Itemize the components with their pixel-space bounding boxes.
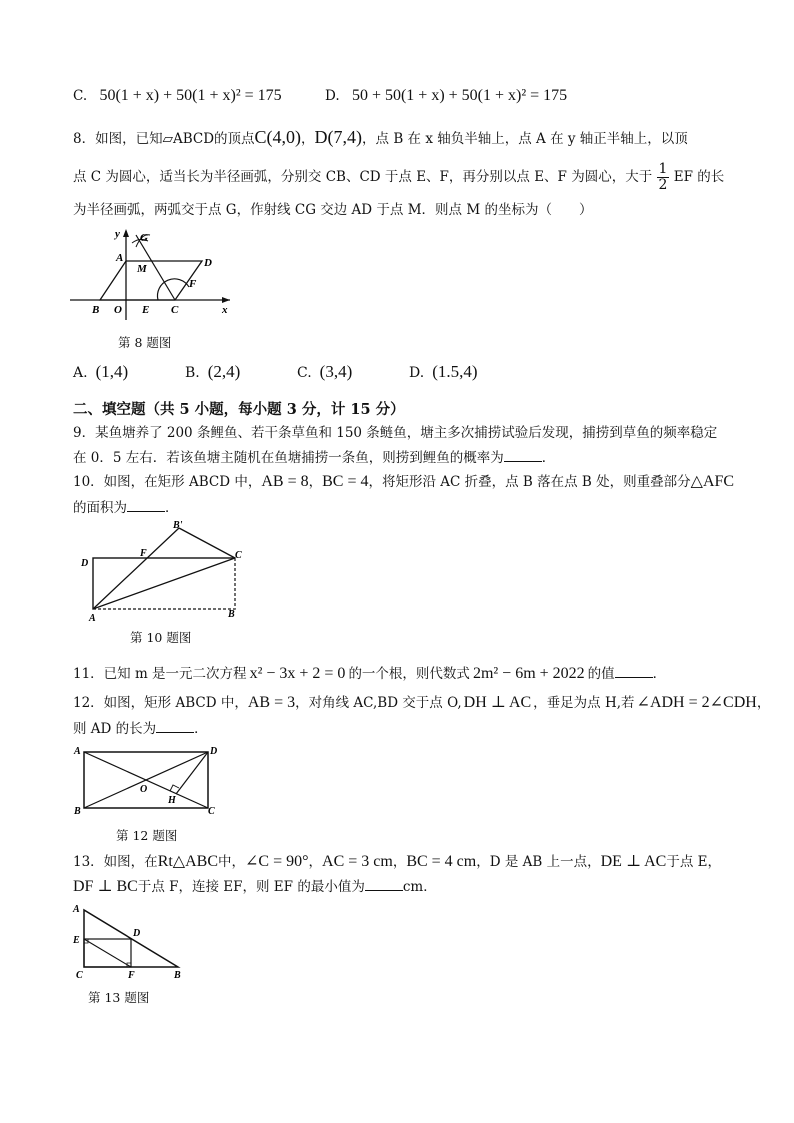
q8-option-a-value: (1,4): [95, 362, 129, 381]
q12-label-o: O: [140, 784, 148, 795]
q13-label-d: D: [133, 928, 141, 939]
q13-sep: ，: [308, 854, 323, 870]
q8-y-arrow: [123, 229, 129, 237]
q11-text: 的值: [587, 666, 615, 682]
q8-frac-den: 2: [658, 177, 668, 193]
q10-text: ，将矩形沿 AC 折叠，点 B 落在点 B 处，则重叠部分: [368, 474, 691, 490]
q13-text: ，D 是 AB 上一点，: [476, 854, 601, 870]
q8-option-b-value: (2,4): [207, 362, 241, 381]
q8-label-m: M: [137, 263, 147, 275]
q8-caption: 第 8 题图: [118, 335, 172, 350]
q7-option-c-label: C.: [73, 88, 88, 104]
q12-text: ，: [756, 695, 771, 711]
q8-text: 点 C 为圆心，适当长为半径画弧，分别交 CB、CD 于点 E、F，再分别以点 E、F 为圆心，大于: [73, 169, 653, 185]
q11-expression: 2m² − 6m + 2022: [472, 665, 585, 682]
q12-label-b: B: [74, 806, 81, 817]
q9-text: 9．某鱼塘养了 200 条鲤鱼、若干条草鱼和 150 条鲢鱼，塘主多次捕捞试验后发现，捕捞到草鱼的频率稳定: [73, 425, 718, 441]
q13-text: 于点 E，: [666, 854, 721, 870]
q10-ab-prime: [93, 528, 179, 609]
q8-figure: [70, 225, 240, 325]
q8-text: 为半径画弧，两弧交于点 G，作射线 CG 交边 AD 于点 M．则点 M 的坐标为（ ）: [73, 202, 593, 218]
q10-triangle: △AFC: [690, 473, 735, 490]
q8-option-b-label: B.: [185, 365, 200, 381]
q10-ab: AB = 8: [261, 473, 309, 490]
q8-option-a-label: A.: [73, 365, 88, 381]
q9-line-2: [73, 447, 555, 468]
q8-sep: ，: [301, 131, 315, 147]
q13-line-1: [73, 852, 721, 872]
q8-label-f: F: [189, 278, 197, 290]
q8-option-d-label: D.: [409, 365, 425, 381]
q8-option-c: [297, 362, 352, 382]
q13-rt-triangle: Rt△ABC: [157, 853, 219, 870]
q12-caption: 第 12 题图: [116, 828, 178, 843]
q11-line: [73, 663, 666, 684]
q13-label-a: A: [73, 904, 80, 915]
q9-text: 在 0．5 左右．若该鱼塘主随机在鱼塘捕捞一条鱼，则捞到鲤鱼的概率为: [73, 450, 504, 466]
q8-parallelogram: [100, 261, 202, 300]
q13-angle: ∠C = 90°: [245, 853, 309, 870]
q8-x-arrow: [222, 297, 230, 303]
q13-label-c: C: [76, 970, 83, 981]
q8-line-3: [73, 200, 592, 220]
q10-text: 10．如图，在矩形 ABCD 中，: [73, 474, 262, 490]
q11-text: 的一个根，则代数式: [348, 666, 470, 682]
q13-text: 于点 F，连接 EF，则 EF 的最小值为: [137, 879, 365, 895]
q8-label-c: C: [171, 304, 179, 316]
q10-label-c: C: [235, 550, 242, 561]
q12-ab: AB = 3: [247, 694, 296, 711]
q8-label-a: A: [116, 252, 124, 264]
q11-end: ．: [652, 666, 667, 682]
q8-label-o: O: [114, 304, 122, 316]
q8-label-x: x: [222, 304, 228, 316]
q12-figure: [72, 742, 232, 820]
q12-dh: DH ⊥ AC: [463, 694, 532, 711]
q13-label-e: E: [73, 935, 80, 946]
q13-figure: [70, 902, 190, 982]
q8-option-b: [185, 362, 240, 382]
q10-diagonal-ac: [93, 558, 235, 609]
q7-option-c-expr: 50(1 + x) + 50(1 + x)² = 175: [99, 87, 282, 104]
q12-text: ，对角线 AC,BD 交于点 O,: [295, 695, 462, 711]
q13-bc: BC = 4 cm: [406, 853, 477, 870]
q12-dh: [176, 752, 208, 794]
q10-label-a: A: [89, 613, 96, 624]
q13-ef: [84, 939, 131, 967]
q12-angle: ∠ADH = 2∠CDH: [636, 694, 757, 711]
q9-line-1: [73, 423, 717, 443]
q12-label-a: A: [74, 746, 81, 757]
q7-option-c: [73, 86, 282, 106]
q12-right-angle: [170, 785, 179, 791]
q8-text: 8．如图，已知▱ABCD的顶点: [73, 131, 255, 147]
section-heading: 二、填空题（共 5 小题，每小题 3 分，计 15 分）: [73, 401, 405, 418]
q10-caption: 第 10 题图: [130, 630, 192, 645]
q8-frac-num: 1: [658, 161, 668, 177]
q12-text: ，垂足为点 H,若: [533, 695, 635, 711]
q10-label-d: D: [81, 558, 89, 569]
q11-text: 11．已知 m 是一元二次方程: [73, 666, 247, 682]
q10-text: 的面积为: [73, 500, 127, 516]
q12-label-h: H: [168, 795, 176, 806]
q13-label-f: F: [128, 970, 135, 981]
q10-label-f: F: [140, 548, 147, 559]
q12-answer-blank[interactable]: [156, 718, 194, 733]
q8-text: EF 的长: [673, 169, 725, 185]
q12-label-d: D: [210, 746, 218, 757]
q7-option-d-label: D.: [325, 88, 340, 104]
q13-de: DE ⊥ AC: [600, 853, 667, 870]
q10-line-1: [73, 472, 734, 492]
q7-option-d: [325, 86, 567, 106]
q11-equation: x² − 3x + 2 = 0: [249, 665, 346, 682]
q13-answer-blank[interactable]: [365, 876, 403, 891]
q12-line-1: [73, 693, 770, 713]
q13-end: cm．: [402, 879, 437, 895]
q8-option-a: [73, 362, 128, 382]
q13-line-2: [73, 876, 437, 897]
q8-line-2: [73, 162, 724, 193]
q8-option-c-label: C.: [297, 365, 312, 381]
q7-option-d-expr: 50 + 50(1 + x) + 50(1 + x)² = 175: [351, 87, 568, 104]
q9-answer-blank[interactable]: [504, 447, 542, 462]
q10-end: ．: [165, 500, 179, 516]
q8-point-d: D(7,4): [314, 127, 363, 147]
q8-point-c: C(4,0): [254, 127, 302, 147]
q8-label-b: B: [92, 304, 100, 316]
q13-text: 中，: [218, 854, 246, 870]
q10-label-b: B: [228, 609, 235, 620]
q8-option-c-value: (3,4): [319, 362, 353, 381]
q8-text: ，点 B 在 x 轴负半轴上，点 A 在 y 轴正半轴上，以顶: [362, 131, 688, 147]
q10-answer-blank[interactable]: [127, 497, 165, 512]
q8-option-d: [409, 362, 478, 382]
q13-df: DF ⊥ BC: [73, 878, 138, 895]
q13-ac: AC = 3 cm: [322, 853, 393, 870]
q10-b-prime-c: [179, 528, 235, 558]
q10-bc: BC = 4: [322, 473, 369, 490]
q8-fraction: [657, 162, 670, 193]
q10-label-bp: B': [173, 520, 183, 531]
q10-sep: ，: [308, 474, 323, 490]
q12-label-c: C: [208, 806, 215, 817]
q10-line-2: [73, 497, 179, 518]
q8-option-d-value: (1.5,4): [432, 362, 478, 381]
q13-caption: 第 13 题图: [88, 990, 150, 1005]
q13-sep: ，: [392, 854, 407, 870]
q9-end: ．: [541, 450, 556, 466]
q8-label-y: y: [115, 228, 120, 240]
q12-text: 则 AD 的长为: [73, 721, 157, 737]
q12-end: ．: [194, 721, 208, 737]
q13-text: 13．如图，在: [73, 854, 158, 870]
q13-label-b: B: [174, 970, 181, 981]
q8-line-1: [73, 127, 688, 149]
q10-figure: [75, 518, 255, 624]
q11-answer-blank[interactable]: [615, 663, 653, 678]
q8-label-d: D: [204, 257, 212, 269]
q8-label-g: G: [140, 232, 148, 244]
q12-text: 12．如图，矩形 ABCD 中，: [73, 695, 248, 711]
q12-line-2: [73, 718, 208, 739]
q8-label-e: E: [142, 304, 150, 316]
